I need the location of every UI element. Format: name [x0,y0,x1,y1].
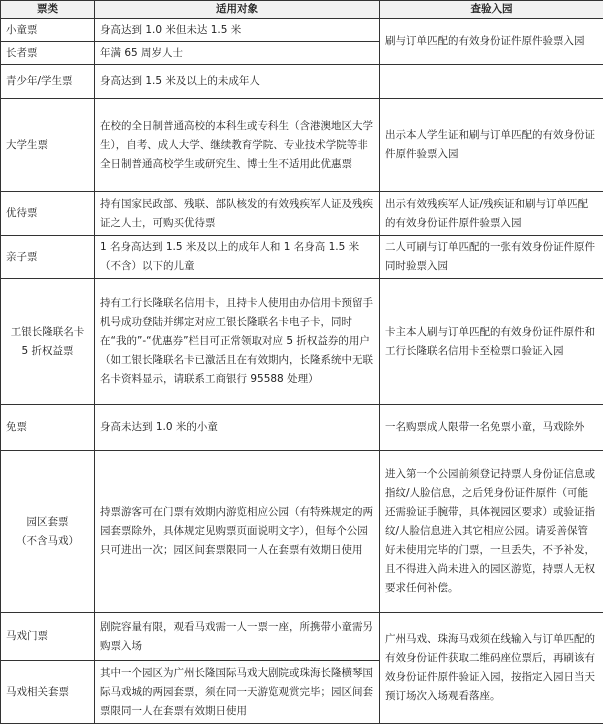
check-cell: 二人可刷与订单匹配的一张有效身份证件原件同时验票入园 [380,236,603,279]
table-row [1,613,603,661]
header-entry-check: 查验入园 [380,1,603,19]
table-row [1,405,603,451]
check-cell: 出示本人学生证和刷与订单匹配的有效身份证件原件验票入园 [380,99,603,192]
ticket-type-cell: 大学生票 [1,99,95,192]
table-row [1,19,603,42]
target-cell: 其中一个园区为广州长隆国际马戏大剧院或珠海长隆横琴国际马戏城的两园套票，须在同一天游览观赏完毕；园区间套票限同一人在套票有效期日使用 [95,661,380,724]
ticket-type-cell [1,451,95,613]
target-cell: 身高未达到 1.0 米的小童 [95,405,380,451]
target-cell: 剧院容量有限，观看马戏需一人一票一座，所携带小童需另购票入场 [95,613,380,661]
target-cell: 持票游客可在门票有效期内游览相应公园（有特殊规定的两园套票除外，具体规定见购票页面说明文字），但每个公园只可进出一次；园区间套票限同一人在套票有效期日使用 [95,451,380,613]
table-row [1,192,603,236]
ticket-type-cell: 马戏相关套票 [1,661,95,724]
ticket-type-cell: 长者票 [1,42,95,65]
table-row [1,279,603,405]
header-row [1,1,603,19]
ticket-type-cell: 小童票 [1,19,95,42]
ticket-type-cell: 马戏门票 [1,613,95,661]
header-applicable-target: 适用对象 [95,1,380,19]
ticket-type-cell: 青少年/学生票 [1,65,95,99]
target-cell: 身高达到 1.5 米及以上的未成年人 [95,65,380,99]
check-cell: 一名购票成人限带一名免票小童，马戏除外 [380,405,603,451]
table-row [1,99,603,192]
ticket-type-cell: 工银长隆联名卡 5 折权益票 [1,279,95,405]
ticket-type-cell: 优待票 [1,192,95,236]
table-row [1,451,603,613]
ticket-type-cell: 免票 [1,405,95,451]
header-ticket-type: 票类 [1,1,95,19]
check-cell [380,65,603,99]
check-cell: 出示有效残疾军人证/残疾证和刷与订单匹配的有效身份证件原件验票入园 [380,192,603,236]
ticket-type-note: （不含马戏） [16,534,79,547]
ticket-type-cell: 亲子票 [1,236,95,279]
check-cell: 广州马戏、珠海马戏须在线输入与订单匹配的有效身份证件获取二维码座位票后，再刷该有效身份证件原件验证入园，按指定入园日当天预订场次入场观看落座。 [380,613,603,724]
check-cell: 进入第一个公园前须登记持票人身份证信息或指纹/人脸信息，之后凭身份证件原件（可能还需验证手腕带，具体视园区要求）或验证指纹/人脸信息进入其它相应公园。请妥善保管好未使用完毕的门票，一旦丢失，不予补发，且不得进入尚未进入的园区游览，持票人无权要求任何补偿。 [380,451,603,613]
target-cell: 在校的全日制普通高校的本科生或专科生（含港澳地区大学生），自考、成人大学、继续教育学院、专业技术学院等非全日制普通高校学生或研究生、博士生不适用此优惠票 [95,99,380,192]
check-cell: 卡主本人刷与订单匹配的有效身份证件原件和工行长隆联名信用卡至检票口验证入园 [380,279,603,405]
target-cell: 持有工行长隆联名信用卡，且持卡人使用由办信用卡预留手机号成功登陆并绑定对应工银长隆联名卡电子卡，同时在“我的”-“优惠券”栏目可正常领取对应 5 折权益券的用户（如工银长隆联名卡已激活且在有效期内，长隆系统中无联名卡资料显示，请联系工商银行 95588 处理） [95,279,380,405]
target-cell: 持有国家民政部、残联、部队核发的有效残疾军人证及残疾证之人士，可购买优待票 [95,192,380,236]
target-cell: 年满 65 周岁人士 [95,42,380,65]
check-cell: 刷与订单匹配的有效身份证件原件验票入园 [380,19,603,65]
table-row [1,236,603,279]
target-cell: 身高达到 1.0 米但未达 1.5 米 [95,19,380,42]
table-row [1,65,603,99]
ticket-type-main: 园区套票 [26,515,69,528]
target-cell: 1 名身高达到 1.5 米及以上的成年人和 1 名身高 1.5 米（不含）以下的儿童 [95,236,380,279]
